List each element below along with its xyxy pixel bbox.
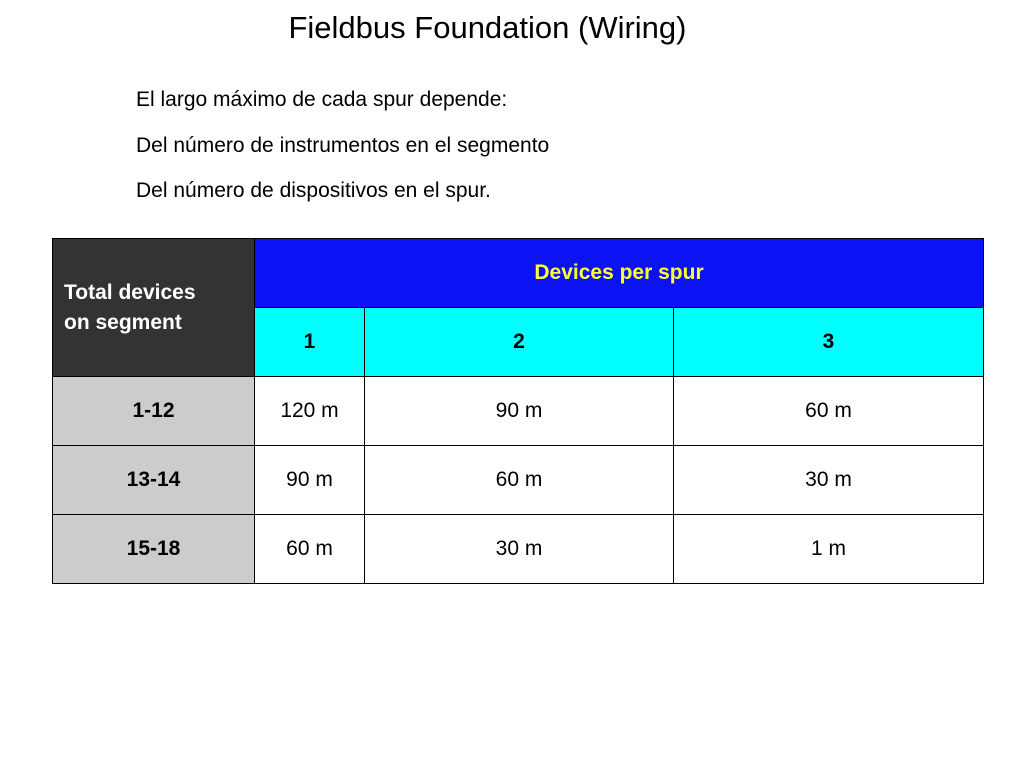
table-cell: 90 m: [365, 377, 674, 446]
devices-per-spur-header: Devices per spur: [255, 239, 984, 308]
table-cell: 30 m: [674, 446, 984, 515]
corner-header-line: on segment: [64, 310, 182, 334]
bullet-item: Del número de dispositivos en el spur.: [136, 179, 491, 202]
table-row: [53, 377, 984, 446]
row-header: 1-12: [53, 377, 255, 446]
table-cell: 30 m: [365, 515, 674, 584]
bullet-item: Del número de instrumentos en el segmento: [136, 133, 550, 157]
table-cell: 120 m: [255, 377, 365, 446]
column-header: 2: [365, 308, 674, 377]
table-cell: 60 m: [674, 377, 984, 446]
table-row: [53, 515, 984, 584]
table-header-row: [53, 239, 984, 308]
row-header: 15-18: [53, 515, 255, 584]
column-header: 3: [674, 308, 984, 377]
row-header: 13-14: [53, 446, 255, 515]
table-row: [53, 446, 984, 515]
corner-header-line: Total devices: [64, 280, 196, 304]
column-header: 1: [255, 308, 365, 377]
table-cell: 90 m: [255, 446, 365, 515]
table-cell: 60 m: [255, 515, 365, 584]
bullet-item: El largo máximo de cada spur depende:: [136, 88, 508, 111]
table-cell: 1 m: [674, 515, 984, 584]
spur-length-table: [52, 238, 984, 584]
slide-title: Fieldbus Foundation (Wiring): [288, 10, 687, 45]
table-cell: 60 m: [365, 446, 674, 515]
bullet-list: [136, 86, 549, 223]
total-devices-header: [53, 239, 255, 377]
